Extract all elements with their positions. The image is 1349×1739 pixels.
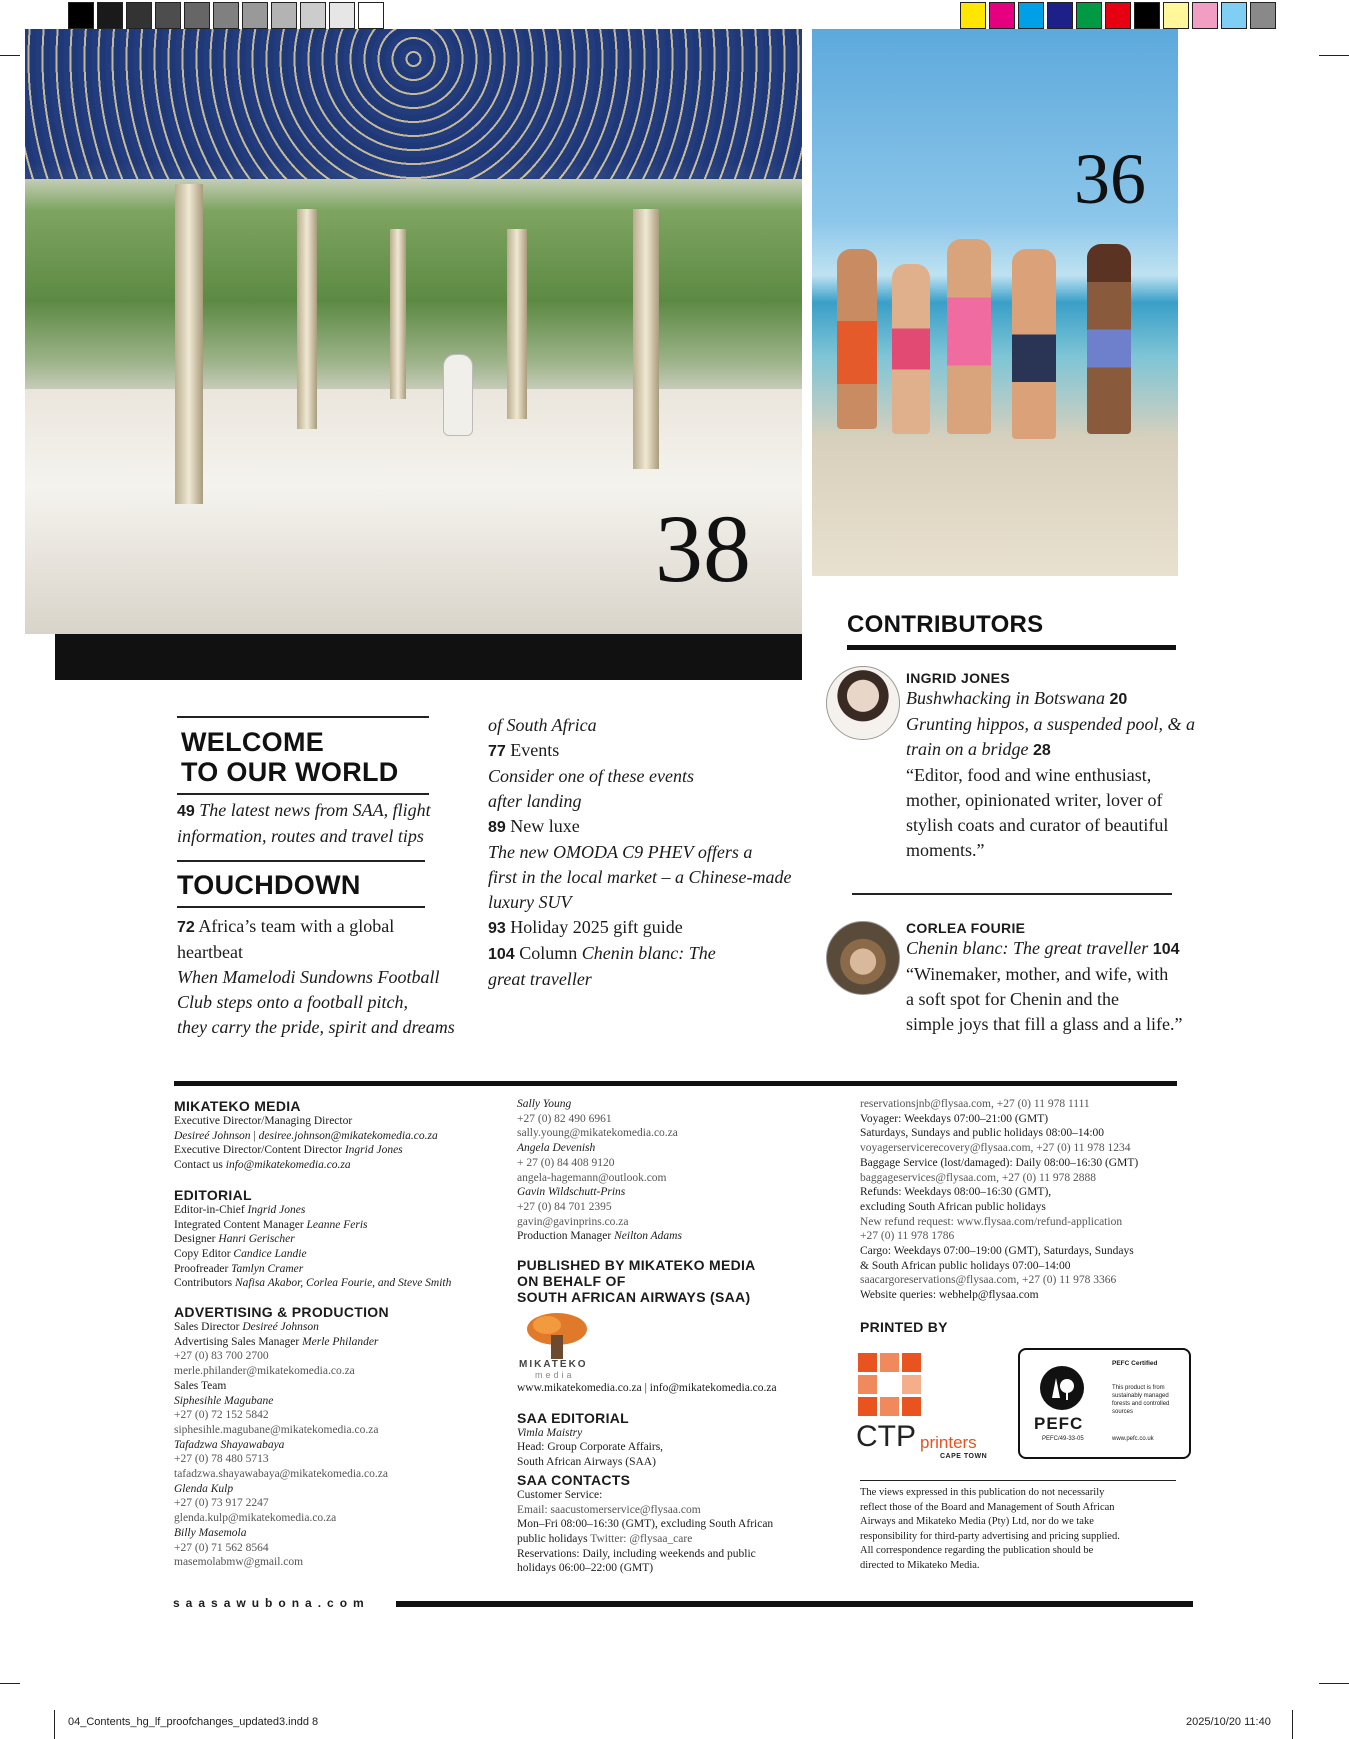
divider [177, 793, 429, 795]
mikateko-logo: MIKATEKO media [517, 1309, 607, 1379]
color-swatch [1047, 2, 1073, 29]
masthead-column-2: Sally Young +27 (0) 82 490 6961 sally.young@mikatekomedia.co.za Angela Devenish + 27 (0) 84 408 9120 angela-hagemann@outlook.com Gavin Wildschutt-Prins +27 (0) 84 701 2395 gavin@gavinprins.co.za Production Manager Neilton Adams PUBLISHED BY MIKATEKO MEDIA ON BEHALF OF SOUTH AFRICAN AIRWAYS (SAA) MIKATEKO media www.mikatekomedia.co.za | info@mikatekomedia.co.za SAA EDITORIAL Vimla Maistry Head: Group Corporate Affairs, South African Airways (SAA) SAA CONTACTS Customer Service: Email: saacustomerservice@flysaa.com Mon–Fri 08:00–16:30 (GMT), excluding South African public holidays Twitter: @flysaa_care Reservations: Daily, including weekends and public holidays 06:00–22:00 (GMT) [517, 1098, 777, 1575]
avatar-corlea-fourie [826, 921, 900, 995]
child-figure [1087, 244, 1131, 434]
gray-swatch [213, 2, 239, 29]
color-swatch [1192, 2, 1218, 29]
masthead-column-3: reservationsjnb@flysaa.com, +27 (0) 11 978 1111 Voyager: Weekdays 07:00–21:00 (GMT) Saturdays, Sundays and public holidays 08:00–14:00 voyagerservicerecovery@flysaa.com, +27 (0) 11 978 1234 Baggage Service (lost/damaged): Daily 08:00–16:30 (GMT) baggageservices@flysaa.com, +27 (0) 11 978 2888 Refunds: Weekdays 08:00–16:30 (GMT), excluding South African public holidays New refund request: www.flysaa.com/refund-application +27 (0) 11 978 1786 Cargo: Weekdays 07:00–19:00 (GMT), Saturdays, Sundays & South African public holidays 07:00–14:00 saacargoreservations@flysaa.com, +27 (0) 11 978 3366 Website queries: webhelp@flysaa.com PRINTED BY [860, 1098, 1139, 1335]
pefc-description: This product is from sustainably managed forests and controlled sources [1112, 1385, 1170, 1415]
color-swatch [989, 2, 1015, 29]
toc-entry-89: 89 New luxe [488, 816, 580, 836]
touchdown-heading: TOUCHDOWN [177, 870, 361, 900]
pillar [390, 229, 406, 399]
pefc-tree-icon [1034, 1364, 1090, 1412]
slug-file-info: 04_Contents_hg_lf_proofchanges_updated3.indd 8 [68, 1716, 319, 1728]
color-swatch [1076, 2, 1102, 29]
toc-entry-77: 77 Events [488, 740, 560, 760]
toc-entry-104: 104 Column Chenin blanc: The [488, 943, 716, 963]
crop-mark [0, 55, 20, 56]
divider [860, 1480, 1176, 1481]
ctp-printers-logo: CTP printers CAPE TOWN [856, 1353, 996, 1465]
contributor-ingrid: INGRID JONES Bushwhacking in Botswana 20 Grunting hippos, a suspended pool, & a train on a bridge 28 “Editor, food and wine enthusiast, mother, opinionated writer, lover of stylish coats and curator of beautiful moments.” [906, 670, 1196, 860]
divider [177, 860, 425, 862]
color-swatch [1105, 2, 1131, 29]
patterned-ceiling [25, 29, 802, 179]
page-number-36: 36 [1074, 139, 1146, 219]
welcome-heading: WELCOME TO OUR WORLD [181, 727, 399, 787]
color-swatch [1163, 2, 1189, 29]
divider [177, 906, 425, 908]
pavilion-photo [25, 29, 802, 634]
toc-entry-93: 93 Holiday 2025 gift guide [488, 917, 683, 937]
child-figure [892, 264, 930, 434]
gray-swatch [358, 2, 384, 29]
pillar [297, 209, 317, 429]
pillar [507, 229, 527, 419]
crop-mark [1319, 55, 1349, 56]
baobab-tree-icon [517, 1309, 597, 1361]
gray-swatch [271, 2, 297, 29]
gray-swatch [155, 2, 181, 29]
divider [177, 716, 429, 718]
avatar-ingrid-jones [826, 666, 900, 740]
gray-swatch [242, 2, 268, 29]
footer-rule [396, 1601, 1193, 1607]
disclaimer: The views expressed in this publication do not necessarily reflect those of the Board and Management of South African Airways and Mikateko Media (Pty) Ltd, nor do we take responsibility for third-party advertising and pricing supplied. All correspondence regarding the publication should be directed to Mikateko Media. [860, 1487, 1120, 1571]
gray-swatch [68, 2, 94, 29]
crop-mark [1319, 1683, 1349, 1684]
color-swatch [1250, 2, 1276, 29]
kids-beach-photo [812, 29, 1178, 576]
toc-entry-49: 49 The latest news from SAA, flight information, routes and travel tips [177, 800, 431, 846]
footer-website: saasawubona.com [173, 1596, 370, 1610]
child-figure [1012, 249, 1056, 439]
toc-entry-72: 72 Africa’s team with a global heartbeat When Mamelodi Sundowns Football Club steps onto a football pitch, they carry the pride, spirit and dreams [177, 916, 455, 1037]
photo-caption-bar [55, 634, 802, 680]
gray-swatch [300, 2, 326, 29]
gray-swatch [126, 2, 152, 29]
divider [847, 645, 1176, 650]
child-figure [947, 239, 991, 434]
crop-mark [54, 1710, 55, 1739]
color-swatch [1018, 2, 1044, 29]
contributors-heading: CONTRIBUTORS [847, 611, 1044, 638]
pillar [633, 209, 659, 469]
crop-mark [0, 1683, 20, 1684]
color-swatch [1221, 2, 1247, 29]
masthead-top-rule [174, 1081, 1177, 1086]
color-swatch [1134, 2, 1160, 29]
child-figure [837, 249, 877, 429]
toc-column-2: of South Africa 77 Events Consider one of these events after landing 89 New luxe The new OMODA C9 PHEV offers a first in the local market – a Chinese-made luxury SUV 93 Holiday 2025 gift guide 104 Column Chenin blanc: The great traveller [488, 713, 818, 992]
pillar [175, 184, 203, 504]
slug-date: 2025/10/20 11:40 [1186, 1716, 1271, 1728]
gray-swatch [97, 2, 123, 29]
masthead-column-1: MIKATEKO MEDIA Executive Director/Managing Director Desireé Johnson | desiree.johnson@mikatekomedia.co.za Executive Director/Content Director Ingrid Jones Contact us info@mikatekomedia.co.za EDITORIAL Editor-in-Chief Ingrid Jones Integrated Content Manager Leanne Feris Designer Hanri Gerischer Copy Editor Candice Landie Proofreader Tamlyn Cramer Contributors Nafisa Akabor, Corlea Fourie, and Steve Smith ADVERTISING & PRODUCTION Sales Director Desireé Johnson Advertising Sales Manager Merle Philander +27 (0) 83 700 2700 merle.philander@mikatekomedia.co.za Sales Team Siphesihle Magubane +27 (0) 72 152 5842 siphesihle.magubane@mikatekomedia.co.za Tafadzwa Shayawabaya +27 (0) 78 480 5713 tafadzwa.shayawabaya@mikatekomedia.co.za Glenda Kulp +27 (0) 73 917 2247 glenda.kulp@mikatekomedia.co.za Billy Masemola +27 (0) 71 562 8564 masemolabmw@gmail.com [174, 1098, 452, 1569]
contributor-corlea: CORLEA FOURIE Chenin blanc: The great traveller 104 “Winemaker, mother, and wife, with a soft spot for Chenin and the simple joys that fill a glass and a life.” [906, 920, 1183, 1034]
color-swatch [960, 2, 986, 29]
divider [852, 893, 1172, 895]
gray-swatch [184, 2, 210, 29]
gray-swatch [329, 2, 355, 29]
pefc-certification-box: PEFC PEFC/49-33-05 PEFC Certified This product is from sustainably managed forests and controlled sources www.pefc.co.uk [1018, 1348, 1191, 1459]
dancer-figure [443, 354, 473, 436]
ctp-logo-mark-icon [858, 1353, 922, 1417]
page-number-38: 38 [655, 495, 751, 602]
crop-mark [1292, 1710, 1293, 1739]
